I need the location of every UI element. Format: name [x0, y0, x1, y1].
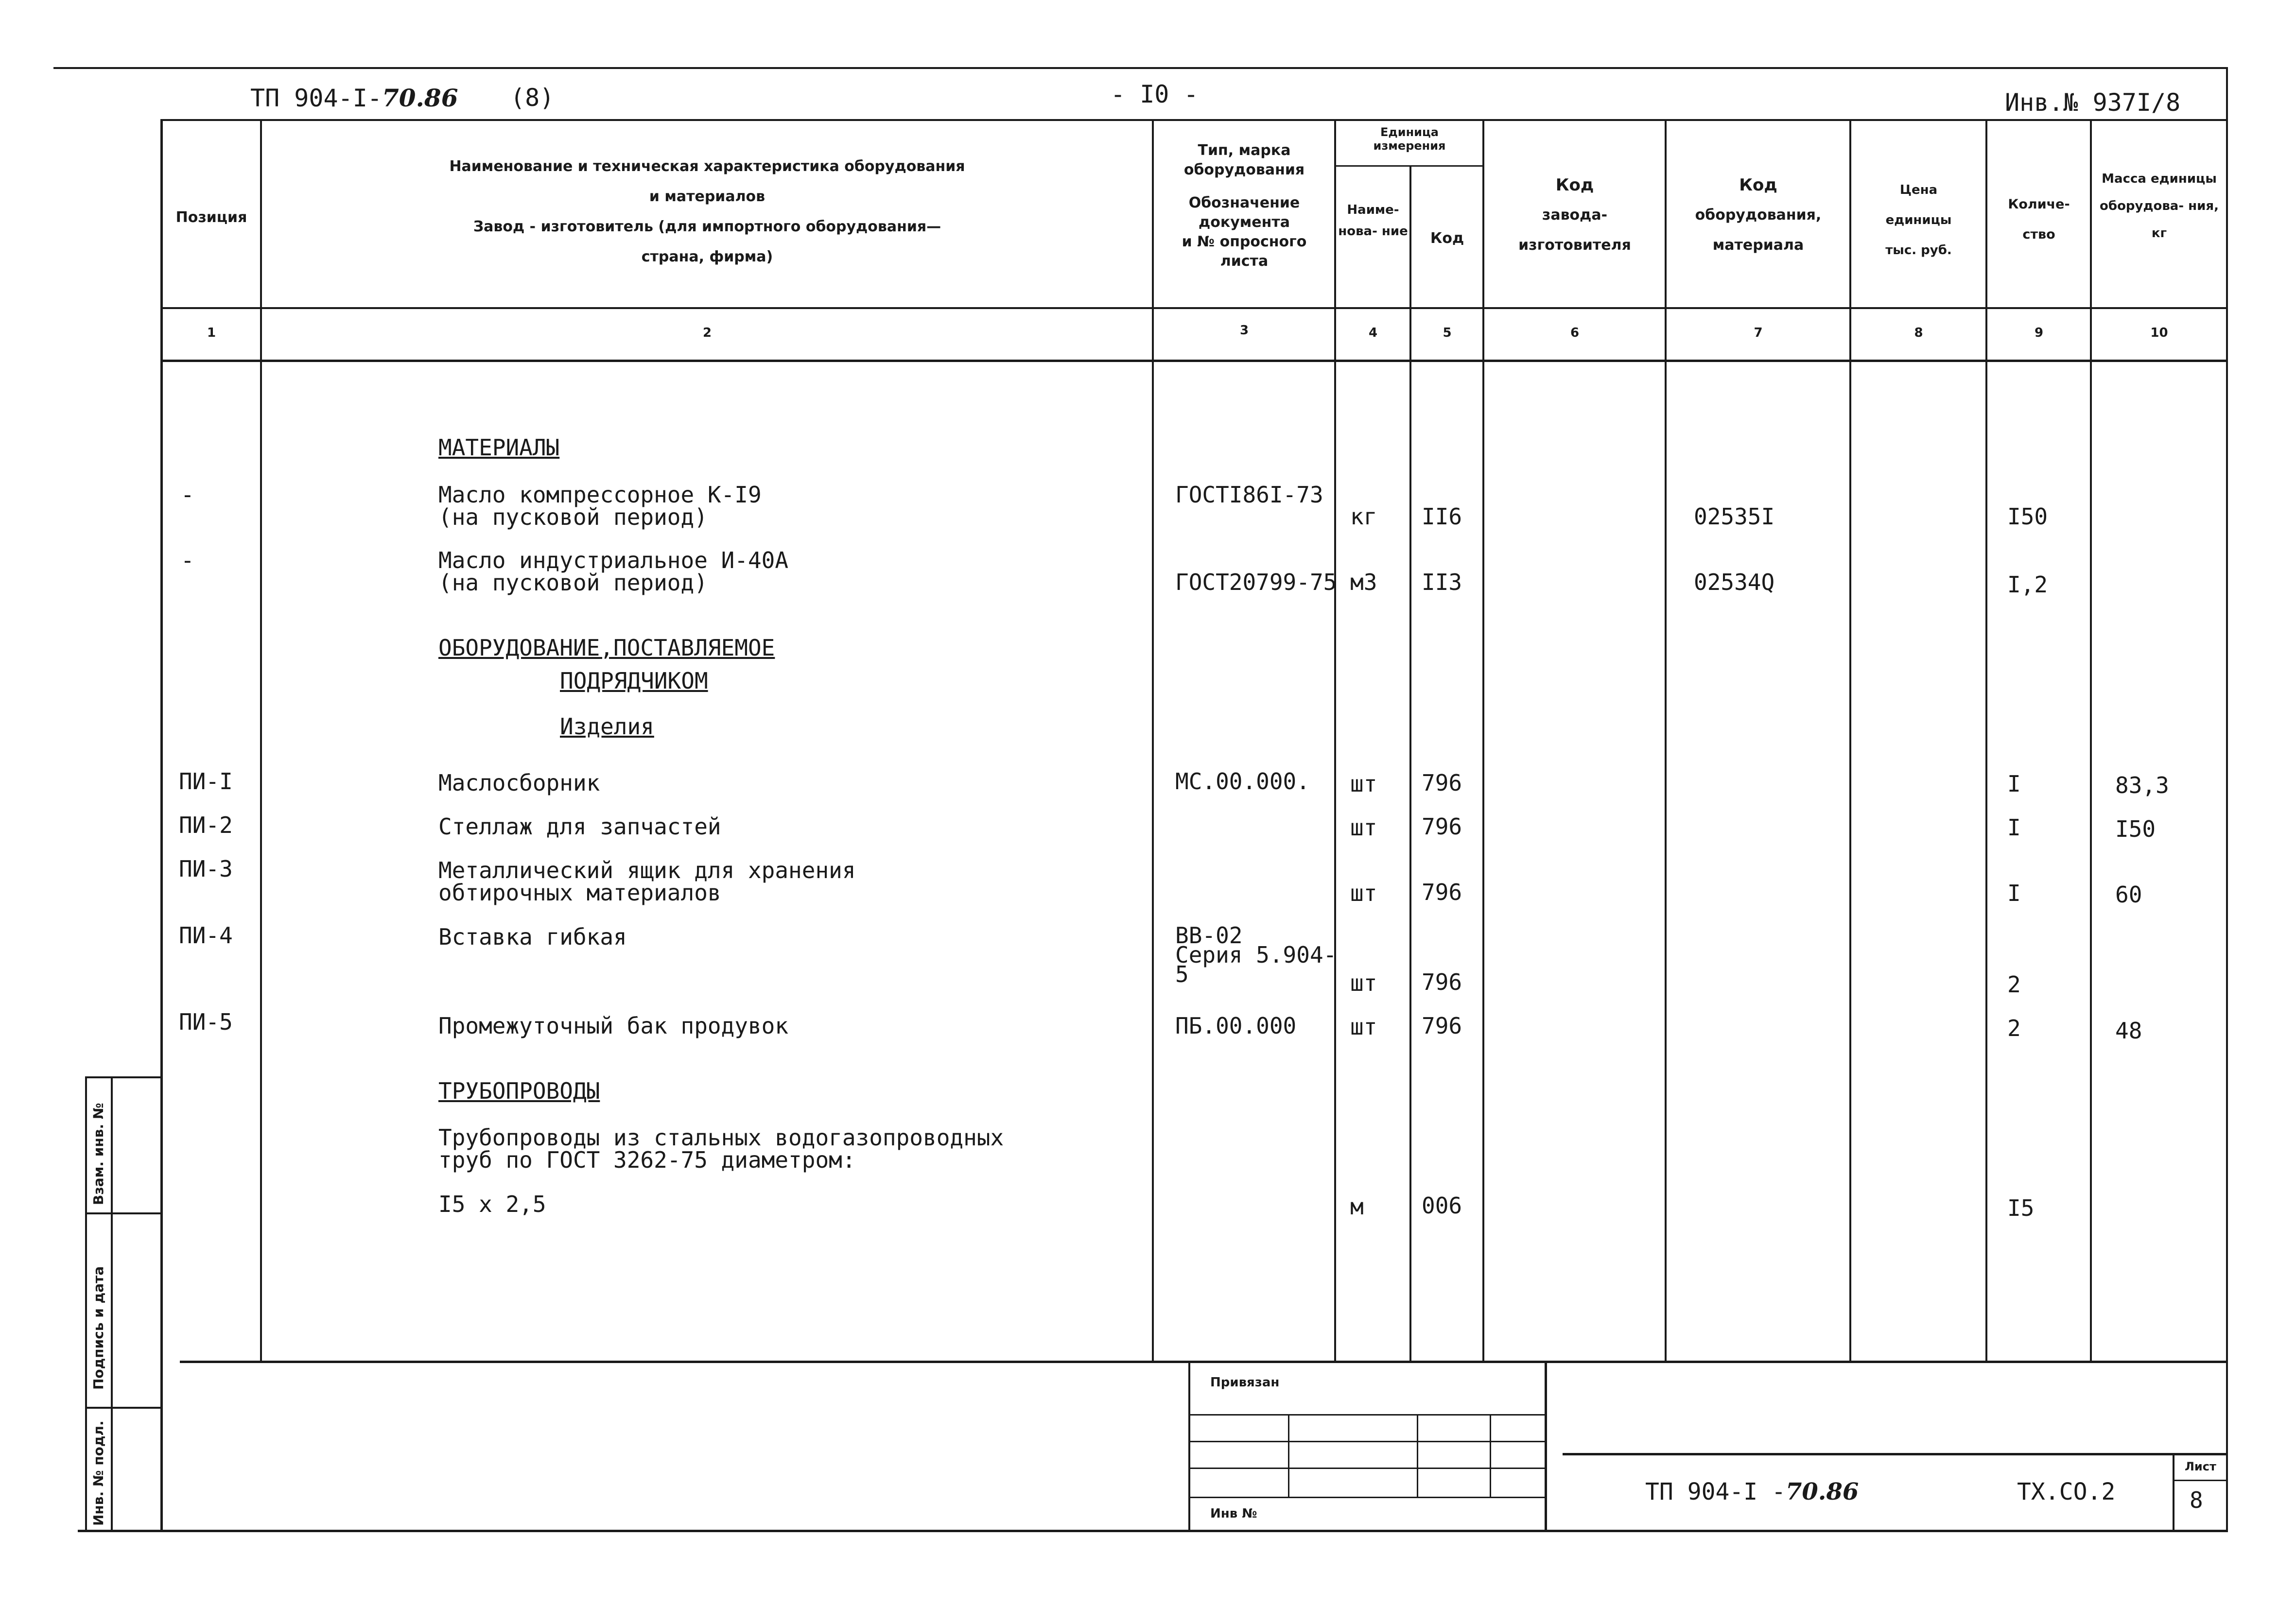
header-unit: Единица измерения — [1373, 125, 1446, 153]
row-code: 796 — [1422, 969, 1462, 995]
section-materials: МАТЕРИАЛЫ — [438, 434, 560, 461]
header-type-l6: листа — [1220, 253, 1269, 270]
row-code: II6 — [1422, 503, 1462, 530]
stamp-row-4 — [1188, 1497, 1546, 1498]
row-unit: м3 — [1350, 569, 1377, 595]
colnum-7: 7 — [1754, 326, 1763, 340]
col-line-6 — [1665, 119, 1667, 1361]
row-quantity: I,2 — [2007, 571, 2048, 598]
col-line-3 — [1334, 119, 1336, 1361]
row-code: 796 — [1422, 813, 1462, 840]
col-line-7 — [1849, 119, 1851, 1361]
row-position: ПИ-4 — [179, 922, 233, 949]
row-name: Масло индустриальное И-40А (на пусковой период) — [438, 547, 789, 596]
header-divider — [160, 307, 2226, 309]
col-line-1 — [260, 119, 262, 1361]
stamp-row-2 — [1188, 1441, 1546, 1442]
page-number: - I0 - — [1111, 80, 1199, 108]
header-type-l2: оборудования — [1183, 161, 1305, 178]
row-name: Стеллаж для запчастей — [438, 813, 721, 840]
section-pipes: ТРУБОПРОВОДЫ — [438, 1078, 600, 1104]
row-mass: 83,3 — [2115, 772, 2169, 798]
colnum-8: 8 — [1914, 326, 1923, 340]
row-mass: 48 — [2115, 1018, 2142, 1044]
row-name: Вставка гибкая — [438, 924, 627, 950]
side-strip-div-2 — [85, 1407, 163, 1409]
header-name-l2: и материалов — [649, 188, 765, 205]
stamp-col-3 — [1490, 1414, 1491, 1497]
stamp-col-2 — [1417, 1414, 1418, 1497]
row-code: 796 — [1422, 1013, 1462, 1039]
row-unit: шт — [1350, 814, 1377, 841]
header-mass: Масса единицы оборудова- ния, кг — [2100, 172, 2219, 241]
row-unit: шт — [1350, 771, 1377, 797]
header-type — [1154, 141, 1334, 271]
table-bottom-line — [180, 1361, 2226, 1363]
pipes-description: Трубопроводы из стальных водогазопроводных труб по ГОСТ 3262-75 диаметром: — [438, 1124, 1004, 1173]
row-mass: 60 — [2115, 881, 2142, 908]
stamp-inv-label: Инв № — [1210, 1506, 1257, 1521]
header-unit-name: Наиме- нова- ние — [1338, 203, 1408, 239]
row-doc: ВВ-02 Серия 5.904- 5 — [1175, 922, 1337, 987]
side-strip-top — [85, 1076, 163, 1078]
doc-number: (8) — [510, 84, 555, 112]
header-name — [262, 152, 1152, 272]
row-unit: шт — [1350, 880, 1377, 906]
col-line-5 — [1482, 119, 1484, 1361]
row-code: 796 — [1422, 770, 1462, 796]
row-doc: МС.00.000. — [1175, 768, 1310, 795]
colnum-9: 9 — [2034, 326, 2044, 340]
colnum-3: 3 — [1239, 323, 1249, 338]
inventory-number: Инв.№ 937I/8 — [2005, 88, 2181, 117]
colnum-10: 10 — [2150, 326, 2168, 340]
header-factory-code — [1485, 170, 1665, 260]
row-quantity: I — [2007, 814, 2021, 841]
header-price-l1: Цена — [1899, 183, 1938, 197]
side-label-replace-inv: Взам. инв. № — [90, 1103, 106, 1205]
row-doc: ПБ.00.000 — [1175, 1013, 1297, 1039]
stamp-bound-label: Привязан — [1210, 1375, 1280, 1390]
titleblock-sheet-line — [2173, 1480, 2226, 1481]
row-name: Металлический ящик для хранения обтирочных материалов — [438, 857, 856, 906]
row-code: II3 — [1422, 569, 1462, 595]
section-equipment-l1: ОБОРУДОВАНИЕ,ПОСТАВЛЯЕМОЕ — [438, 635, 775, 661]
header-equip-code-l3: материала — [1712, 237, 1804, 254]
header-price-l2: единицы — [1885, 213, 1952, 227]
row-name: Маслосборник — [438, 770, 600, 796]
colnum-4: 4 — [1368, 326, 1378, 340]
pipe-unit: м — [1350, 1193, 1364, 1220]
stamp-col-1 — [1288, 1414, 1289, 1497]
pipe-quantity: I5 — [2007, 1195, 2035, 1221]
header-quantity: Количе- ство — [2008, 197, 2070, 242]
header-price — [1852, 175, 1985, 265]
row-unit: кг — [1350, 503, 1377, 530]
titleblock-top — [1563, 1453, 2226, 1455]
side-strip-mid — [111, 1076, 113, 1531]
header-factory-code-l3: изготовителя — [1518, 237, 1631, 254]
header-type-l5: и № опросного — [1182, 233, 1307, 250]
row-doc: ГОСТI86I-73 — [1175, 482, 1323, 508]
header-factory-code-l1: Код — [1555, 175, 1594, 195]
row-material-code: 02535I — [1694, 503, 1775, 530]
header-type-l1: Тип, марка — [1198, 142, 1291, 159]
doc-code-top — [250, 84, 458, 112]
row-mass: I50 — [2115, 816, 2156, 842]
titleblock-doc-code-hand: 70.86 — [1785, 1478, 1859, 1505]
header-position: Позиция — [175, 209, 247, 226]
frame-right — [2226, 67, 2228, 1530]
header-equip-code-l1: Код — [1739, 175, 1777, 195]
row-position: ПИ-I — [179, 768, 233, 795]
doc-code-text: ТП 904-I- — [250, 84, 382, 112]
section-equipment-l2: ПОДРЯДЧИКОМ — [560, 668, 708, 694]
row-position: ПИ-2 — [179, 812, 233, 838]
header-unit-code: Код — [1430, 230, 1464, 247]
doc-code-handwritten: 70.86 — [382, 84, 458, 112]
frame-bottom — [78, 1530, 2228, 1532]
row-quantity: 2 — [2007, 971, 2021, 998]
row-name: Масло компрессорное К-I9 (на пусковой период) — [438, 482, 762, 530]
row-position: - — [181, 547, 194, 573]
row-position: - — [181, 482, 194, 508]
header-equip-code-l2: оборудования, — [1695, 207, 1822, 224]
row-code: 796 — [1422, 879, 1462, 905]
pipe-size: I5 x 2,5 — [438, 1191, 546, 1217]
row-quantity: I — [2007, 880, 2021, 906]
titleblock-doc-code-text: ТП 904-I - — [1645, 1478, 1786, 1505]
stamp-bound-left — [1188, 1361, 1190, 1531]
header-name-l1: Наименование и техническая характеристика оборудования — [449, 158, 965, 175]
header-name-l4: страна, фирма) — [641, 248, 773, 265]
row-position: ПИ-5 — [179, 1009, 233, 1035]
colnum-5: 5 — [1443, 326, 1452, 340]
colnum-6: 6 — [1570, 326, 1580, 340]
header-name-l3: Завод - изготовитель (для импортного оборудования— — [473, 218, 941, 235]
side-label-signature-date: Подпись и дата — [90, 1266, 106, 1390]
row-unit: шт — [1350, 1014, 1377, 1040]
section-items: Изделия — [560, 713, 654, 740]
row-material-code: 02534Q — [1694, 569, 1775, 595]
row-unit: шт — [1350, 970, 1377, 996]
col-line-9 — [2090, 119, 2092, 1361]
colnum-2: 2 — [702, 326, 712, 340]
table-top-line — [160, 119, 2226, 121]
header-factory-code-l2: завода- — [1542, 207, 1608, 224]
stamp-row-3 — [1188, 1468, 1546, 1469]
col-line-4 — [1409, 166, 1411, 1361]
row-name: Промежуточный бак продувок — [438, 1013, 789, 1039]
colnum-divider — [160, 360, 2226, 362]
stamp-bound-right — [1545, 1361, 1547, 1531]
row-quantity: I50 — [2007, 503, 2048, 530]
titleblock-sheet-divider — [2173, 1453, 2174, 1531]
stamp-row-1 — [1188, 1414, 1546, 1416]
colnum-1: 1 — [207, 326, 216, 340]
titleblock-sheet-label: Лист — [2185, 1460, 2216, 1473]
row-quantity: I — [2007, 771, 2021, 797]
pipe-code: 006 — [1422, 1192, 1462, 1219]
header-equip-code — [1667, 170, 1849, 260]
side-strip-div-1 — [85, 1212, 163, 1214]
header-price-l3: тыс. руб. — [1885, 243, 1952, 258]
titleblock-doc-code — [1645, 1478, 1859, 1505]
row-doc: ГОСТ20799-75 — [1175, 569, 1337, 595]
unit-divider — [1334, 165, 1482, 167]
titleblock-sheet-code: ТХ.СО.2 — [2017, 1478, 2116, 1505]
col-line-8 — [1985, 119, 1987, 1361]
col-line-2 — [1152, 119, 1154, 1361]
row-quantity: 2 — [2007, 1015, 2021, 1041]
row-position: ПИ-3 — [179, 856, 233, 882]
frame-top — [53, 67, 2227, 69]
side-label-original-inv: Инв. № подл. — [90, 1420, 106, 1526]
side-strip-left — [85, 1076, 87, 1531]
header-type-l4: документа — [1199, 214, 1290, 231]
header-type-l3: Обозначение — [1188, 194, 1300, 211]
titleblock-sheet-number: 8 — [2190, 1487, 2203, 1513]
